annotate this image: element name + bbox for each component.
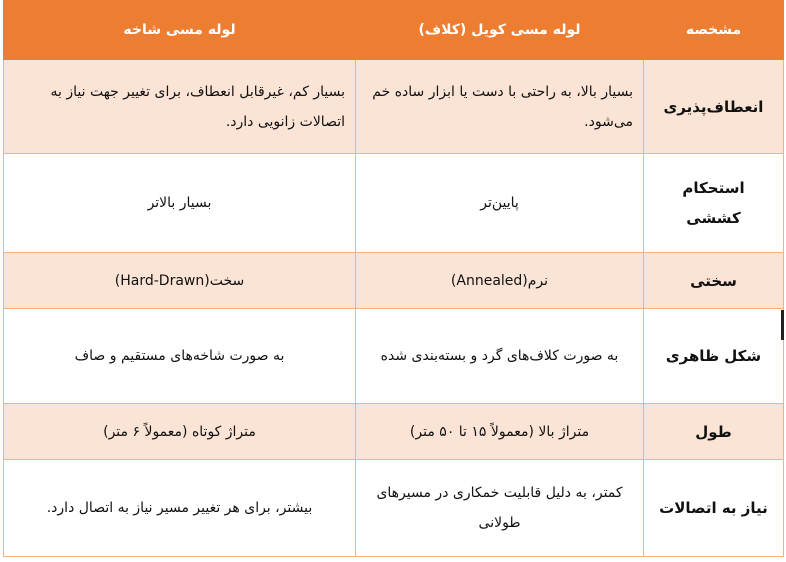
table-row [4,309,784,404]
row-straight-value: بسیار بالاتر [4,154,356,253]
table-row [4,60,784,154]
comparison-table [3,0,784,557]
table-row [4,460,784,557]
table-row [4,253,784,309]
row-straight-value: سخت(Hard-Drawn) [4,253,356,309]
header-coil-pipe: لوله مسی کویل (کلاف) [356,1,644,60]
header-straight-pipe: لوله مسی شاخه [4,1,356,60]
row-feature: انعطاف‌پذیری [644,60,784,154]
row-coil-value: کمتر، به دلیل قابلیت خمکاری در مسیرهای طولانی [356,460,644,557]
row-coil-value: به صورت کلاف‌های گرد و بسته‌بندی شده [356,309,644,404]
row-coil-value: پایین‌تر [356,154,644,253]
row-coil-value: نرم(Annealed) [356,253,644,309]
row-straight-value: بسیار کم، غیرقابل انعطاف، برای تغییر جهت نیاز به اتصالات زانویی دارد. [4,60,356,154]
header-feature: مشخصه [644,1,784,60]
comparison-table-container [3,0,783,556]
row-feature: استحکام کششی [644,154,784,253]
table-row [4,404,784,460]
table-header-row [4,1,784,60]
row-straight-value: به صورت شاخه‌های مستقیم و صاف [4,309,356,404]
row-feature: سختی [644,253,784,309]
row-coil-value: متراژ بالا (معمولاً ۱۵ تا ۵۰ متر) [356,404,644,460]
row-feature: نیاز به اتصالات [644,460,784,557]
row-feature: طول [644,404,784,460]
row-straight-value: متراژ کوتاه (معمولاً ۶ متر) [4,404,356,460]
text-cursor-mark [781,310,784,340]
row-straight-value: بیشتر، برای هر تغییر مسیر نیاز به اتصال دارد. [4,460,356,557]
table-row [4,154,784,253]
row-feature: شکل ظاهری [644,309,784,404]
row-coil-value: بسیار بالا، به راحتی با دست یا ابزار ساده خم می‌شود. [356,60,644,154]
